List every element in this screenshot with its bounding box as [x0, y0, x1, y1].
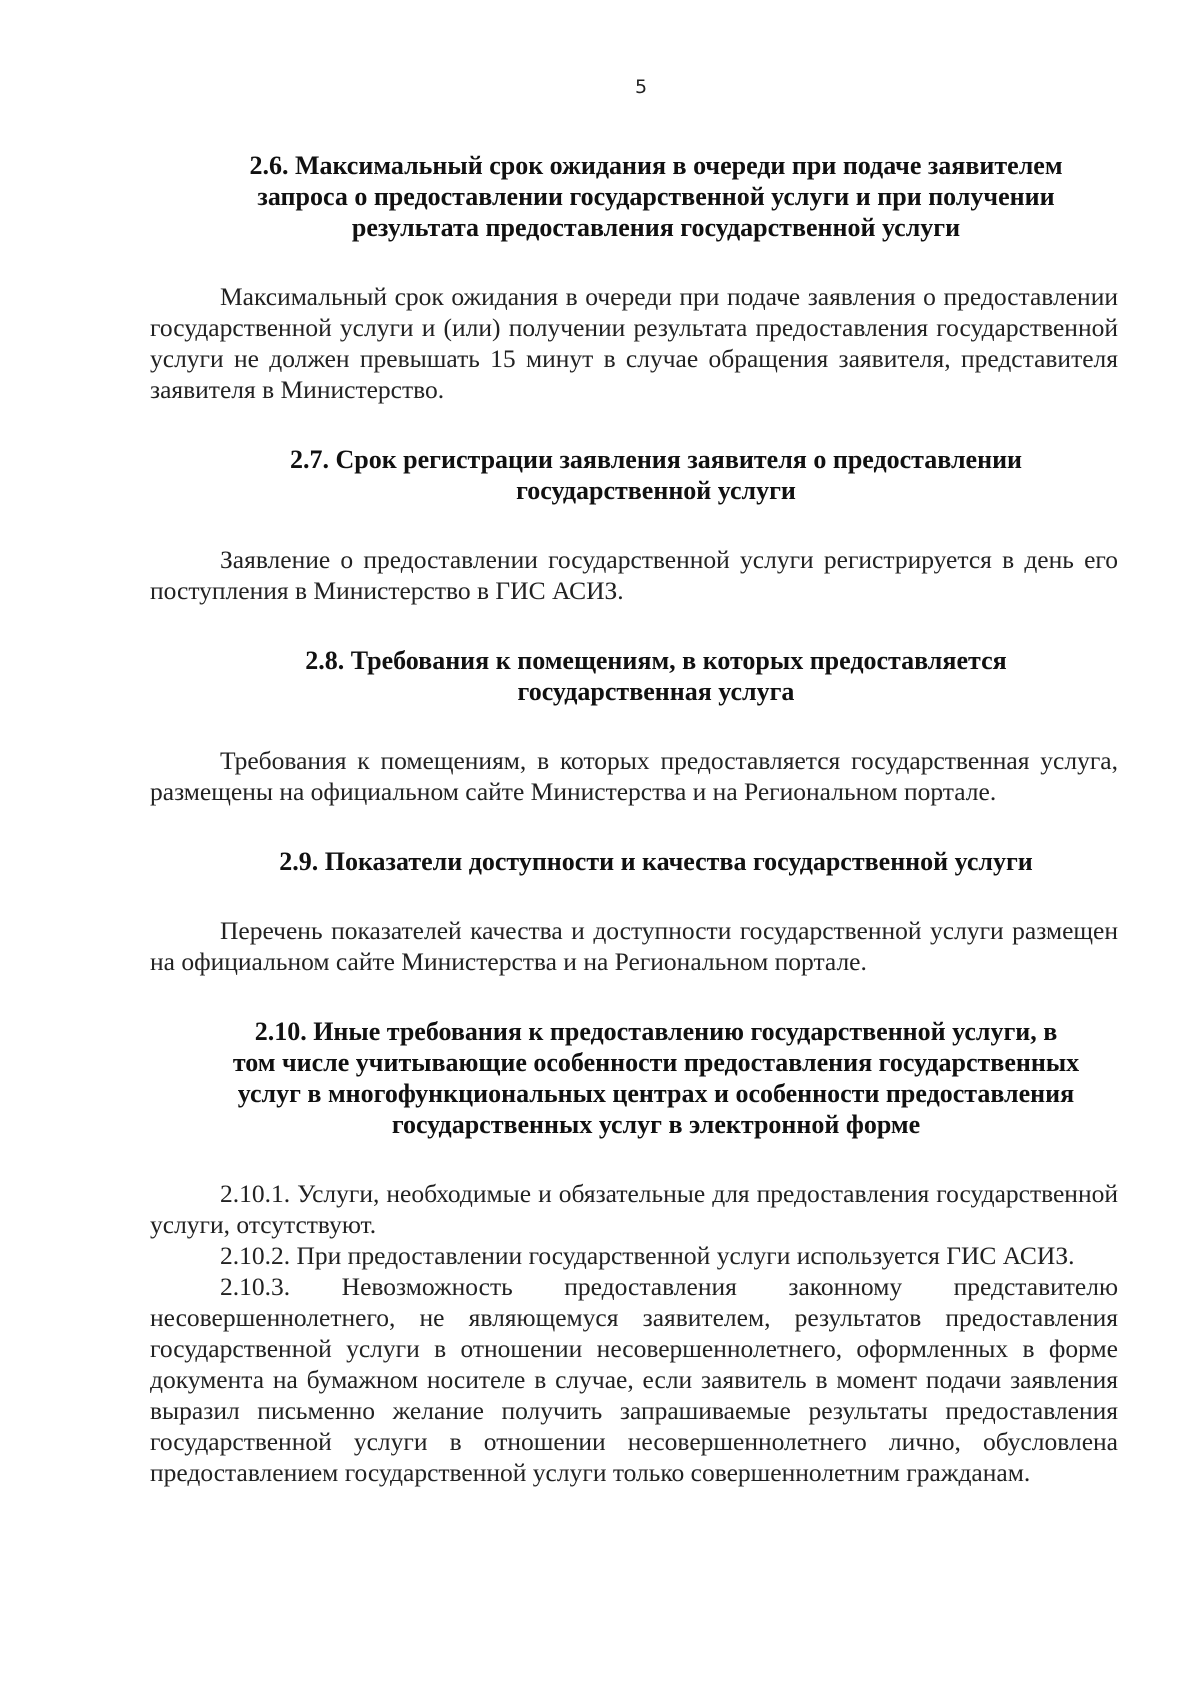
- section-heading: [150, 645, 1118, 707]
- heading-line: государственная услуга: [517, 677, 795, 706]
- heading-line: 2.6. Максимальный срок ожидания в очереди при подаче заявителем: [249, 151, 1063, 180]
- paragraph: 2.10.1. Услуги, необходимые и обязательные для предоставления государственной услуги, отсутствуют.: [150, 1179, 1118, 1239]
- heading-line: 2.8. Требования к помещениям, в которых предоставляется: [305, 646, 1007, 675]
- heading-line: государственной услуги: [516, 476, 796, 505]
- document-body: [150, 150, 1118, 1488]
- heading-line: 2.10. Иные требования к предоставлению государственной услуги, в: [254, 1017, 1058, 1046]
- section-heading: [150, 444, 1118, 506]
- heading-line: услуг в многофункциональных центрах и особенности предоставления: [237, 1079, 1075, 1108]
- paragraph: Заявление о предоставлении государственной услуги регистрируется в день его поступления в Министерство в ГИС АСИЗ.: [150, 545, 1118, 605]
- paragraph: 2.10.2. При предоставлении государственной услуги используется ГИС АСИЗ.: [220, 1241, 1075, 1270]
- section-2-6: [150, 150, 1118, 405]
- section-2-9: [150, 846, 1118, 977]
- paragraph: 2.10.3. Невозможность предоставления законному представителю несовершеннолетнего, не являющемуся заявителем, результатов предоставления государственной услуги в отношении несовершеннолетнего, оформленных в форме документа на бумажном носителе в случае, если заявитель в момент подачи заявления выразил письменно желание получить запрашиваемые результаты предоставления государственной услуги в отношении несовершеннолетнего лично, обусловлена предоставлением государственной услуги только совершеннолетним гражданам.: [150, 1272, 1118, 1487]
- heading-line: 2.9. Показатели доступности и качества государственной услуги: [279, 847, 1033, 876]
- heading-line: государственных услуг в электронной форме: [391, 1110, 921, 1139]
- section-heading: [150, 1016, 1118, 1140]
- section-2-7: [150, 444, 1118, 606]
- heading-line: результата предоставления государственной услуги: [351, 213, 961, 242]
- paragraph: Требования к помещениям, в которых предоставляется государственная услуга, размещены на официальном сайте Министерства и на Региональном портале.: [150, 746, 1118, 806]
- heading-line: запроса о предоставлении государственной услуги и при получении: [257, 182, 1055, 211]
- paragraph: Максимальный срок ожидания в очереди при подаче заявления о предоставлении государственной услуги и (или) получении результата предоставления государственной услуги не должен превышать 15 минут в случае обращения заявителя, представителя заявителя в Министерство.: [150, 282, 1118, 404]
- section-2-8: [150, 645, 1118, 807]
- paragraph: Перечень показателей качества и доступности государственной услуги размещен на официальном сайте Министерства и на Региональном портале.: [150, 916, 1118, 976]
- page-number: 5: [634, 76, 648, 98]
- section-heading: [150, 150, 1118, 243]
- heading-line: том числе учитывающие особенности предоставления государственных: [232, 1048, 1080, 1077]
- section-heading: [150, 846, 1118, 877]
- section-2-10: [150, 1016, 1118, 1488]
- heading-line: 2.7. Срок регистрации заявления заявителя о предоставлении: [289, 445, 1023, 474]
